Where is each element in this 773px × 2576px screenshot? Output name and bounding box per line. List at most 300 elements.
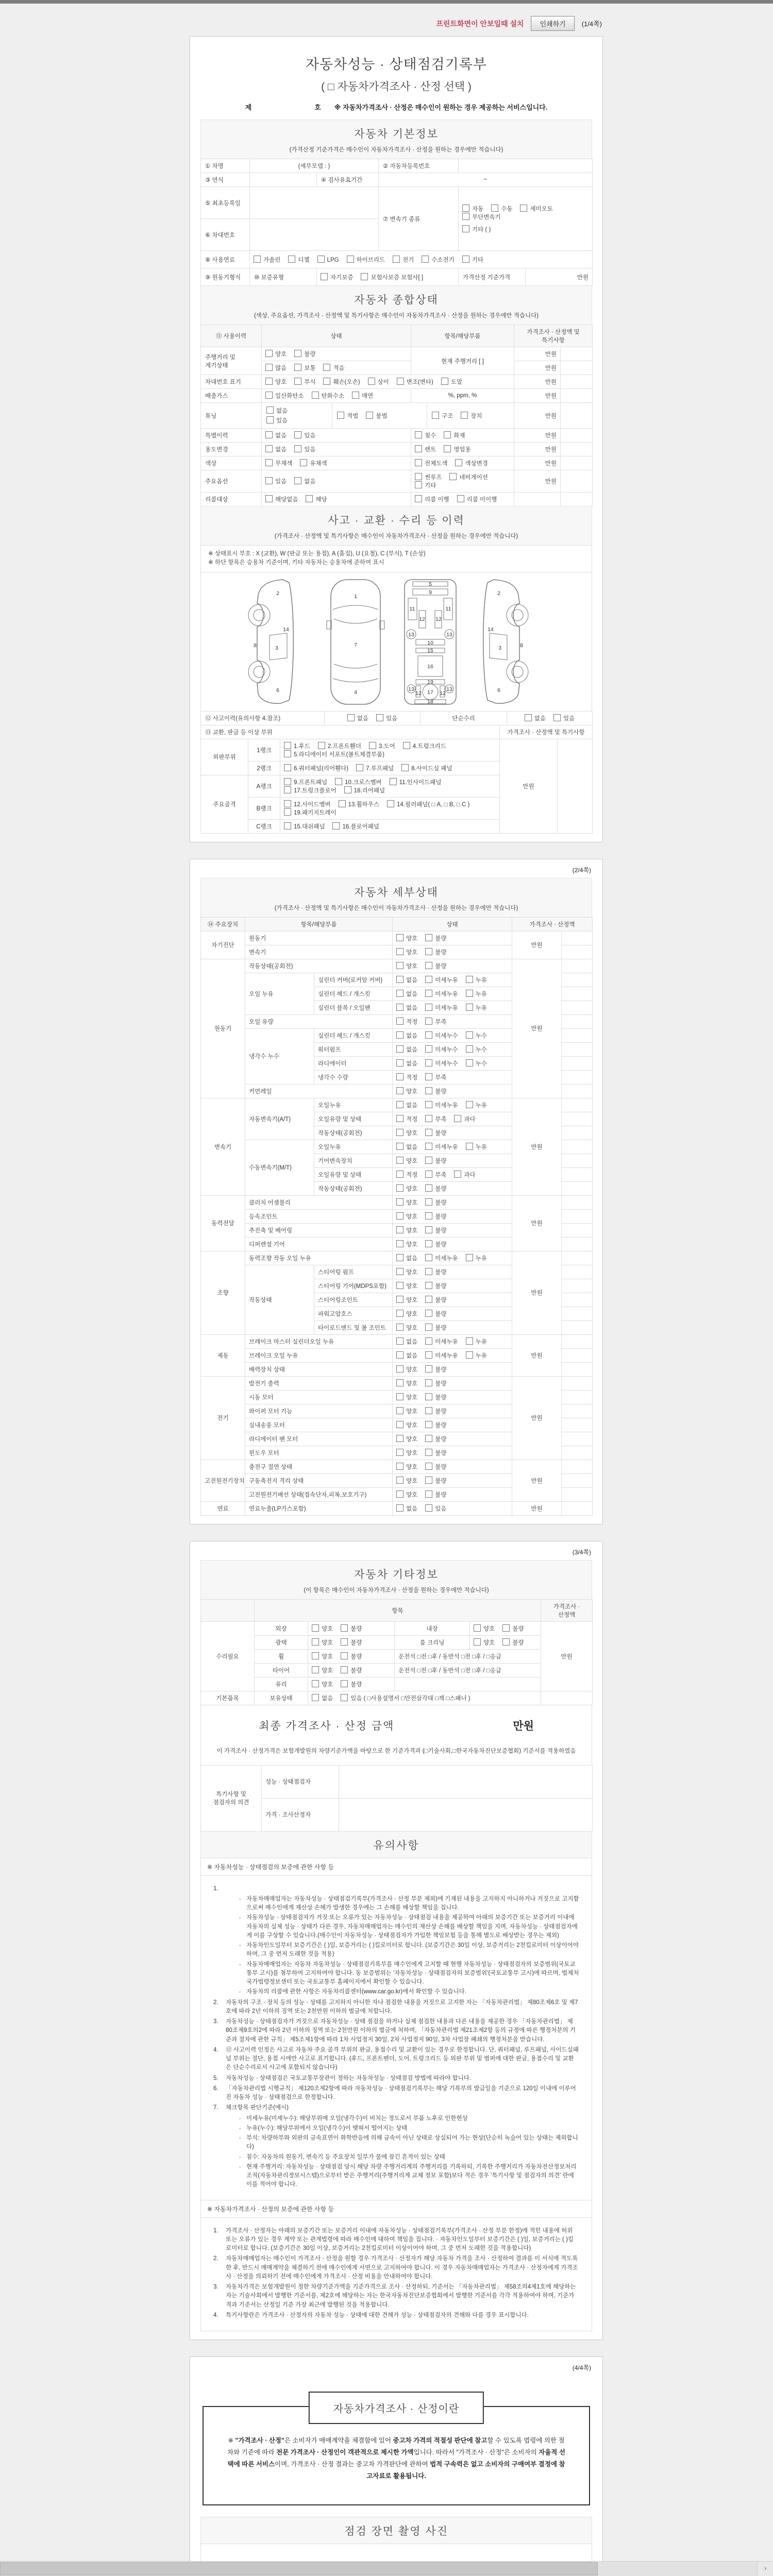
checkbox-option[interactable] bbox=[368, 378, 389, 386]
checkbox-icon[interactable] bbox=[288, 256, 295, 263]
checkbox-icon[interactable] bbox=[415, 473, 422, 480]
checkbox-option[interactable] bbox=[466, 1254, 487, 1262]
checkbox-icon[interactable] bbox=[396, 1254, 404, 1261]
checkbox-option[interactable] bbox=[341, 1680, 362, 1688]
checkbox-icon[interactable] bbox=[294, 431, 301, 438]
checkbox-option[interactable] bbox=[288, 256, 309, 264]
checkbox-option[interactable] bbox=[396, 1101, 417, 1109]
checkbox-icon[interactable] bbox=[317, 256, 325, 263]
checkbox-icon[interactable] bbox=[466, 1045, 473, 1053]
checkbox-icon[interactable] bbox=[369, 742, 376, 749]
checkbox-option[interactable] bbox=[294, 364, 315, 372]
checkbox-option[interactable] bbox=[396, 976, 417, 984]
checkbox-option[interactable] bbox=[284, 764, 348, 772]
checkbox-icon[interactable] bbox=[396, 1337, 404, 1345]
checkbox-icon[interactable] bbox=[396, 1324, 404, 1331]
checkbox-option[interactable] bbox=[425, 1421, 446, 1429]
checkbox-option[interactable] bbox=[415, 431, 436, 439]
checkbox-option[interactable] bbox=[425, 1365, 446, 1374]
checkbox-icon[interactable] bbox=[525, 714, 532, 721]
checkbox-icon[interactable] bbox=[344, 786, 351, 793]
checkbox-option[interactable] bbox=[317, 256, 339, 263]
checkbox-option[interactable] bbox=[425, 1407, 446, 1415]
checkbox-option[interactable] bbox=[425, 1087, 446, 1095]
checkbox-icon[interactable] bbox=[347, 714, 355, 721]
checkbox-option[interactable] bbox=[366, 412, 387, 420]
checkbox-icon[interactable] bbox=[466, 1059, 473, 1066]
checkbox-icon[interactable] bbox=[396, 1268, 404, 1275]
checkbox-option[interactable] bbox=[396, 1435, 417, 1443]
checkbox-option[interactable] bbox=[425, 1240, 446, 1248]
checkbox-icon[interactable] bbox=[502, 1638, 510, 1646]
checkbox-icon[interactable] bbox=[520, 205, 527, 212]
checkbox-icon[interactable] bbox=[425, 1045, 432, 1053]
checkbox-option[interactable] bbox=[396, 1490, 417, 1499]
checkbox-option[interactable] bbox=[341, 1638, 362, 1647]
checkbox-icon[interactable] bbox=[312, 1652, 319, 1659]
checkbox-option[interactable] bbox=[466, 1045, 487, 1054]
checkbox-icon[interactable] bbox=[294, 378, 301, 385]
checkbox-icon[interactable] bbox=[425, 1337, 432, 1345]
checkbox-icon[interactable] bbox=[491, 205, 498, 212]
checkbox-option[interactable] bbox=[312, 1652, 333, 1660]
checkbox-option[interactable] bbox=[425, 1157, 446, 1165]
checkbox-icon[interactable] bbox=[396, 1351, 404, 1359]
checkbox-icon[interactable] bbox=[466, 1351, 473, 1359]
checkbox-option[interactable] bbox=[444, 445, 470, 453]
checkbox-option[interactable] bbox=[341, 1694, 362, 1702]
checkbox-icon[interactable] bbox=[352, 392, 359, 399]
checkbox-icon[interactable] bbox=[425, 1004, 432, 1011]
checkbox-icon[interactable] bbox=[332, 822, 340, 829]
checkbox-icon[interactable] bbox=[321, 273, 328, 280]
checkbox-icon[interactable] bbox=[387, 800, 394, 807]
checkbox-icon[interactable] bbox=[312, 1666, 319, 1673]
checkbox-icon[interactable] bbox=[284, 742, 291, 749]
checkbox-option[interactable] bbox=[396, 1463, 417, 1471]
checkbox-icon[interactable] bbox=[466, 1004, 473, 1011]
checkbox-option[interactable] bbox=[425, 1212, 446, 1221]
checkbox-option[interactable] bbox=[294, 477, 315, 485]
checkbox-icon[interactable] bbox=[396, 1310, 404, 1317]
checkbox-option[interactable] bbox=[396, 1129, 417, 1137]
checkbox-option[interactable] bbox=[266, 416, 327, 425]
checkbox-option[interactable] bbox=[284, 808, 337, 817]
scrollbar-right-arrow[interactable]: › bbox=[757, 2562, 773, 2576]
checkbox-icon[interactable] bbox=[284, 750, 291, 757]
checkbox-option[interactable] bbox=[396, 1059, 417, 1067]
checkbox-option[interactable] bbox=[294, 350, 315, 358]
checkbox-icon[interactable] bbox=[396, 1463, 404, 1470]
checkbox-icon[interactable] bbox=[312, 1638, 319, 1646]
checkbox-icon[interactable] bbox=[323, 378, 330, 385]
checkbox-icon[interactable] bbox=[341, 1694, 348, 1701]
checkbox-icon[interactable] bbox=[425, 948, 432, 955]
checkbox-icon[interactable] bbox=[425, 1435, 432, 1442]
checkbox-icon[interactable] bbox=[425, 1018, 432, 1025]
checkbox-icon[interactable] bbox=[425, 1031, 432, 1039]
checkbox-icon[interactable] bbox=[396, 1282, 404, 1289]
checkbox-option[interactable] bbox=[425, 1171, 446, 1179]
checkbox-option[interactable] bbox=[425, 1324, 446, 1332]
checkbox-icon[interactable] bbox=[376, 714, 383, 721]
checkbox-icon[interactable] bbox=[341, 1638, 348, 1646]
checkbox-icon[interactable] bbox=[425, 1087, 432, 1094]
checkbox-icon[interactable] bbox=[403, 742, 410, 749]
checkbox-icon[interactable] bbox=[396, 1407, 404, 1414]
checkbox-icon[interactable] bbox=[396, 948, 404, 955]
checkbox-icon[interactable] bbox=[366, 412, 373, 419]
checkbox-option[interactable] bbox=[396, 962, 417, 970]
checkbox-option[interactable] bbox=[425, 1115, 446, 1123]
checkbox-option[interactable] bbox=[425, 1198, 446, 1207]
checkbox-icon[interactable] bbox=[425, 1240, 432, 1247]
checkbox-option[interactable] bbox=[425, 934, 446, 942]
checkbox-option[interactable] bbox=[294, 445, 315, 453]
checkbox-icon[interactable] bbox=[397, 378, 404, 385]
checkbox-icon[interactable] bbox=[294, 477, 301, 484]
checkbox-option[interactable] bbox=[396, 1018, 417, 1026]
horizontal-scrollbar[interactable] bbox=[0, 2561, 773, 2576]
checkbox-option[interactable] bbox=[425, 1143, 458, 1151]
checkbox-icon[interactable] bbox=[415, 459, 422, 466]
checkbox-icon[interactable] bbox=[415, 431, 422, 438]
checkbox-icon[interactable] bbox=[396, 1101, 404, 1108]
checkbox-icon[interactable] bbox=[425, 1449, 432, 1456]
checkbox-icon[interactable] bbox=[425, 1407, 432, 1414]
checkbox-icon[interactable] bbox=[294, 364, 301, 371]
checkbox-icon[interactable] bbox=[265, 364, 273, 371]
checkbox-icon[interactable] bbox=[422, 256, 429, 263]
checkbox-option[interactable] bbox=[432, 412, 453, 420]
checkbox-option[interactable] bbox=[425, 1059, 458, 1067]
checkbox-option[interactable] bbox=[396, 1477, 417, 1485]
checkbox-option[interactable] bbox=[396, 1031, 417, 1040]
checkbox-icon[interactable] bbox=[341, 1652, 348, 1659]
checkbox-option[interactable] bbox=[415, 481, 436, 489]
checkbox-icon[interactable] bbox=[415, 481, 422, 488]
checkbox-icon[interactable] bbox=[265, 431, 273, 438]
checkbox-icon[interactable] bbox=[425, 1477, 432, 1484]
checkbox-icon[interactable] bbox=[396, 1143, 404, 1150]
checkbox-option[interactable] bbox=[396, 1268, 417, 1276]
checkbox-icon[interactable] bbox=[265, 350, 273, 357]
checkbox-icon[interactable] bbox=[396, 1087, 404, 1094]
checkbox-option[interactable] bbox=[422, 256, 454, 264]
checkbox-icon[interactable] bbox=[396, 962, 404, 969]
checkbox-option[interactable] bbox=[312, 1680, 333, 1688]
checkbox-option[interactable] bbox=[425, 1463, 446, 1471]
checkbox-icon[interactable] bbox=[425, 990, 432, 997]
checkbox-icon[interactable] bbox=[318, 742, 325, 749]
checkbox-icon[interactable] bbox=[341, 1666, 348, 1673]
checkbox-icon[interactable] bbox=[312, 1694, 319, 1701]
checkbox-option[interactable] bbox=[502, 1638, 524, 1647]
checkbox-option[interactable] bbox=[284, 800, 331, 808]
checkbox-option[interactable] bbox=[265, 378, 287, 386]
checkbox-icon[interactable] bbox=[425, 976, 432, 983]
checkbox-option[interactable] bbox=[396, 1184, 417, 1193]
checkbox-option[interactable] bbox=[341, 1624, 362, 1633]
checkbox-icon[interactable] bbox=[396, 1018, 404, 1025]
checkbox-icon[interactable] bbox=[425, 1143, 432, 1150]
checkbox-icon[interactable] bbox=[265, 445, 273, 452]
checkbox-option[interactable] bbox=[332, 822, 379, 831]
checkbox-option[interactable] bbox=[254, 256, 280, 264]
checkbox-option[interactable] bbox=[337, 412, 358, 420]
checkbox-option[interactable] bbox=[396, 1226, 417, 1234]
checkbox-option[interactable] bbox=[425, 1337, 458, 1346]
scrollbar-thumb[interactable] bbox=[0, 2562, 598, 2575]
checkbox-icon[interactable] bbox=[466, 990, 473, 997]
checkbox-icon[interactable] bbox=[462, 225, 469, 232]
checkbox-option[interactable] bbox=[457, 495, 497, 503]
checkbox-icon[interactable] bbox=[396, 1198, 404, 1206]
checkbox-option[interactable] bbox=[265, 392, 304, 400]
checkbox-option[interactable] bbox=[396, 1324, 417, 1332]
checkbox-option[interactable] bbox=[396, 934, 417, 942]
checkbox-icon[interactable] bbox=[425, 1365, 432, 1372]
checkbox-icon[interactable] bbox=[462, 205, 469, 212]
checkbox-option[interactable] bbox=[425, 1393, 446, 1401]
checkbox-icon[interactable] bbox=[284, 764, 291, 771]
checkbox-icon[interactable] bbox=[396, 1226, 404, 1233]
checkbox-icon[interactable] bbox=[466, 1101, 473, 1108]
checkbox-icon[interactable] bbox=[284, 822, 291, 829]
checkbox-option[interactable] bbox=[312, 1694, 333, 1702]
checkbox-icon[interactable] bbox=[396, 1059, 404, 1066]
checkbox-icon[interactable] bbox=[284, 786, 291, 793]
checkbox-icon[interactable] bbox=[396, 1212, 404, 1219]
checkbox-option[interactable] bbox=[396, 1337, 417, 1346]
checkbox-icon[interactable] bbox=[294, 350, 301, 357]
checkbox-icon[interactable] bbox=[425, 1059, 432, 1066]
checkbox-option[interactable] bbox=[396, 1407, 417, 1415]
checkbox-icon[interactable] bbox=[425, 1115, 432, 1122]
checkbox-icon[interactable] bbox=[396, 1115, 404, 1122]
checkbox-option[interactable] bbox=[396, 1171, 417, 1179]
checkbox-option[interactable] bbox=[425, 1018, 446, 1026]
checkbox-option[interactable] bbox=[461, 412, 482, 420]
checkbox-icon[interactable] bbox=[356, 764, 363, 771]
checkbox-icon[interactable] bbox=[312, 1624, 319, 1632]
checkbox-option[interactable] bbox=[425, 1101, 458, 1109]
checkbox-option[interactable] bbox=[425, 1296, 446, 1304]
checkbox-icon[interactable] bbox=[396, 1073, 404, 1080]
checkbox-option[interactable] bbox=[466, 1031, 487, 1040]
checkbox-icon[interactable] bbox=[425, 1171, 432, 1178]
checkbox-option[interactable] bbox=[520, 205, 552, 213]
checkbox-option[interactable] bbox=[266, 406, 327, 415]
checkbox-icon[interactable] bbox=[396, 1296, 404, 1303]
checkbox-option[interactable] bbox=[397, 378, 433, 386]
checkbox-icon[interactable] bbox=[455, 459, 462, 466]
checkbox-icon[interactable] bbox=[396, 1435, 404, 1442]
checkbox-option[interactable] bbox=[265, 459, 292, 467]
checkbox-option[interactable] bbox=[396, 1073, 417, 1081]
checkbox-option[interactable] bbox=[425, 1184, 446, 1193]
checkbox-icon[interactable] bbox=[425, 1351, 432, 1359]
checkbox-option[interactable] bbox=[396, 1087, 417, 1095]
checkbox-option[interactable] bbox=[396, 1504, 417, 1513]
checkbox-option[interactable] bbox=[265, 431, 287, 439]
checkbox-option[interactable] bbox=[425, 1351, 458, 1360]
checkbox-option[interactable] bbox=[474, 1624, 495, 1633]
checkbox-option[interactable] bbox=[396, 1282, 417, 1290]
checkbox-option[interactable] bbox=[415, 495, 449, 503]
checkbox-icon[interactable] bbox=[425, 1268, 432, 1275]
checkbox-icon[interactable] bbox=[339, 800, 346, 807]
checkbox-option[interactable] bbox=[425, 1129, 446, 1137]
checkbox-option[interactable] bbox=[425, 1490, 446, 1499]
checkbox-option[interactable] bbox=[347, 256, 385, 264]
checkbox-option[interactable] bbox=[462, 225, 491, 233]
checkbox-icon[interactable] bbox=[312, 1680, 319, 1687]
checkbox-icon[interactable] bbox=[462, 213, 469, 220]
checkbox-icon[interactable] bbox=[466, 1143, 473, 1150]
checkbox-option[interactable] bbox=[323, 364, 344, 372]
checkbox-option[interactable] bbox=[425, 1045, 458, 1054]
checkbox-icon[interactable] bbox=[474, 1638, 481, 1646]
checkbox-icon[interactable] bbox=[284, 808, 291, 816]
checkbox-option[interactable] bbox=[352, 392, 373, 400]
checkbox-icon[interactable] bbox=[396, 1171, 404, 1178]
checkbox-icon[interactable] bbox=[425, 1504, 432, 1512]
checkbox-option[interactable] bbox=[396, 1379, 417, 1387]
checkbox-icon[interactable] bbox=[396, 1504, 404, 1512]
checkbox-icon[interactable] bbox=[265, 392, 273, 399]
checkbox-option[interactable] bbox=[425, 948, 446, 956]
checkbox-option[interactable] bbox=[312, 1666, 333, 1674]
checkbox-option[interactable] bbox=[265, 477, 287, 485]
checkbox-option[interactable] bbox=[466, 1337, 487, 1346]
checkbox-option[interactable] bbox=[396, 1045, 417, 1054]
checkbox-option[interactable] bbox=[396, 1254, 417, 1262]
checkbox-option[interactable] bbox=[284, 750, 384, 758]
checkbox-option[interactable] bbox=[369, 742, 395, 750]
checkbox-icon[interactable] bbox=[425, 1324, 432, 1331]
checkbox-icon[interactable] bbox=[462, 256, 469, 263]
checkbox-icon[interactable] bbox=[454, 1115, 461, 1122]
checkbox-option[interactable] bbox=[284, 822, 325, 831]
checkbox-icon[interactable] bbox=[466, 1254, 473, 1261]
checkbox-option[interactable] bbox=[466, 1351, 487, 1360]
install-print-link[interactable]: 프린트화면이 안보일때 설치 bbox=[436, 19, 524, 28]
checkbox-option[interactable] bbox=[474, 1638, 495, 1647]
checkbox-option[interactable] bbox=[396, 1310, 417, 1318]
checkbox-icon[interactable] bbox=[425, 1490, 432, 1498]
checkbox-icon[interactable] bbox=[396, 976, 404, 983]
checkbox-icon[interactable] bbox=[396, 1157, 404, 1164]
checkbox-option[interactable] bbox=[425, 1449, 446, 1457]
print-button[interactable]: 인쇄하기 bbox=[531, 16, 574, 31]
checkbox-icon[interactable] bbox=[396, 1421, 404, 1428]
checkbox-option[interactable] bbox=[425, 1435, 446, 1443]
checkbox-icon[interactable] bbox=[461, 412, 468, 419]
checkbox-option[interactable] bbox=[347, 714, 368, 722]
checkbox-icon[interactable] bbox=[396, 1184, 404, 1192]
checkbox-option[interactable] bbox=[341, 1652, 362, 1660]
checkbox-option[interactable] bbox=[265, 495, 298, 503]
checkbox-icon[interactable] bbox=[401, 764, 409, 771]
checkbox-option[interactable] bbox=[425, 1504, 446, 1513]
checkbox-option[interactable] bbox=[318, 742, 361, 750]
checkbox-option[interactable] bbox=[462, 256, 483, 264]
checkbox-icon[interactable] bbox=[425, 1073, 432, 1080]
checkbox-option[interactable] bbox=[441, 378, 462, 386]
checkbox-icon[interactable] bbox=[474, 1624, 481, 1632]
checkbox-icon[interactable] bbox=[425, 934, 432, 941]
checkbox-option[interactable] bbox=[525, 714, 546, 722]
checkbox-option[interactable] bbox=[390, 778, 442, 786]
checkbox-option[interactable] bbox=[356, 764, 394, 772]
checkbox-icon[interactable] bbox=[425, 1157, 432, 1164]
checkbox-icon[interactable] bbox=[396, 1365, 404, 1372]
checkbox-option[interactable] bbox=[454, 1115, 475, 1123]
checkbox-option[interactable] bbox=[403, 742, 446, 750]
checkbox-option[interactable] bbox=[294, 431, 315, 439]
checkbox-option[interactable] bbox=[396, 1198, 417, 1207]
checkbox-icon[interactable] bbox=[396, 934, 404, 941]
checkbox-icon[interactable] bbox=[347, 256, 354, 263]
checkbox-option[interactable] bbox=[491, 205, 512, 213]
checkbox-option[interactable] bbox=[425, 1073, 446, 1081]
checkbox-option[interactable] bbox=[425, 1226, 446, 1234]
checkbox-icon[interactable] bbox=[425, 1184, 432, 1192]
checkbox-option[interactable] bbox=[294, 378, 315, 386]
checkbox-option[interactable] bbox=[396, 1393, 417, 1401]
checkbox-option[interactable] bbox=[321, 273, 353, 281]
checkbox-icon[interactable] bbox=[425, 1421, 432, 1428]
checkbox-option[interactable] bbox=[396, 1212, 417, 1221]
checkbox-option[interactable] bbox=[396, 1351, 417, 1360]
checkbox-icon[interactable] bbox=[396, 1004, 404, 1011]
checkbox-icon[interactable] bbox=[425, 1310, 432, 1317]
checkbox-option[interactable] bbox=[396, 1004, 417, 1012]
checkbox-icon[interactable] bbox=[266, 406, 274, 414]
checkbox-option[interactable] bbox=[335, 778, 382, 786]
checkbox-icon[interactable] bbox=[432, 412, 439, 419]
checkbox-icon[interactable] bbox=[396, 1240, 404, 1247]
checkbox-icon[interactable] bbox=[425, 1254, 432, 1261]
checkbox-icon[interactable] bbox=[466, 976, 473, 983]
checkbox-icon[interactable] bbox=[323, 364, 330, 371]
checkbox-option[interactable] bbox=[415, 445, 436, 453]
checkbox-option[interactable] bbox=[425, 1268, 446, 1276]
checkbox-icon[interactable] bbox=[306, 495, 313, 502]
checkbox-option[interactable] bbox=[396, 1115, 417, 1123]
checkbox-icon[interactable] bbox=[425, 1129, 432, 1136]
checkbox-icon[interactable] bbox=[396, 1477, 404, 1484]
checkbox-option[interactable] bbox=[396, 1143, 417, 1151]
checkbox-icon[interactable] bbox=[425, 962, 432, 969]
checkbox-option[interactable] bbox=[393, 256, 414, 264]
checkbox-option[interactable] bbox=[284, 742, 310, 750]
checkbox-option[interactable] bbox=[553, 714, 575, 722]
checkbox-option[interactable] bbox=[401, 764, 452, 772]
checkbox-option[interactable] bbox=[396, 948, 417, 956]
checkbox-icon[interactable] bbox=[396, 990, 404, 997]
checkbox-icon[interactable] bbox=[425, 1282, 432, 1289]
checkbox-option[interactable] bbox=[300, 459, 327, 467]
checkbox-option[interactable] bbox=[425, 962, 446, 970]
checkbox-icon[interactable] bbox=[284, 800, 291, 807]
checkbox-icon[interactable] bbox=[425, 1393, 432, 1400]
checkbox-icon[interactable] bbox=[265, 459, 273, 466]
checkbox-option[interactable] bbox=[306, 495, 327, 503]
checkbox-option[interactable] bbox=[444, 431, 465, 439]
checkbox-icon[interactable] bbox=[361, 273, 368, 280]
